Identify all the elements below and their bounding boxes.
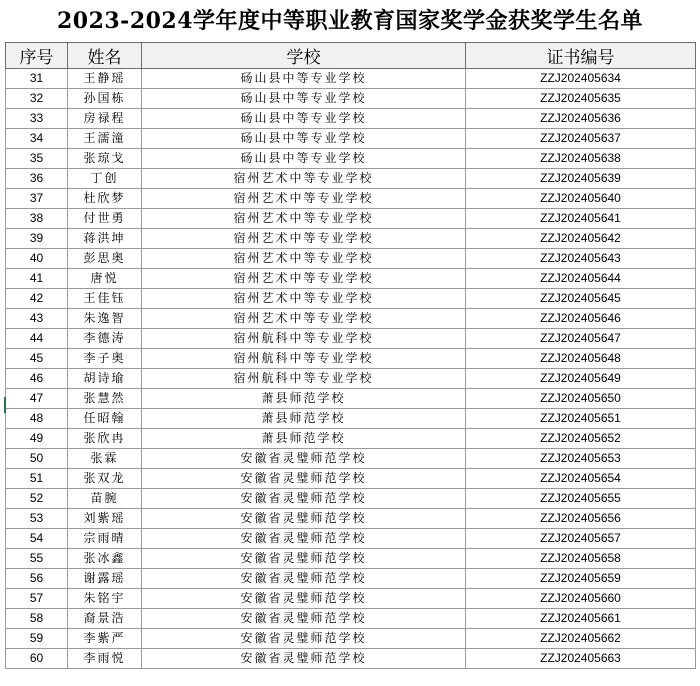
name-cell[interactable]: 张冰鑫 xyxy=(68,549,142,569)
header-certificate[interactable]: 证书编号 xyxy=(466,43,696,69)
school-cell[interactable]: 宿州航科中等专业学校 xyxy=(142,349,466,369)
name-cell[interactable]: 李德涛 xyxy=(68,329,142,349)
certificate-cell[interactable]: ZZJ202405663 xyxy=(466,649,696,669)
serial-cell[interactable]: 45 xyxy=(6,349,68,369)
table-row xyxy=(6,509,696,529)
serial-cell[interactable]: 44 xyxy=(6,329,68,349)
certificate-cell[interactable]: ZZJ202405643 xyxy=(466,249,696,269)
serial-cell[interactable]: 39 xyxy=(6,229,68,249)
certificate-cell[interactable]: ZZJ202405646 xyxy=(466,309,696,329)
school-cell[interactable]: 安徽省灵璧师范学校 xyxy=(142,449,466,469)
school-cell[interactable]: 宿州艺术中等专业学校 xyxy=(142,269,466,289)
serial-cell[interactable]: 31 xyxy=(6,69,68,89)
table-row xyxy=(6,469,696,489)
school-cell[interactable]: 砀山县中等专业学校 xyxy=(142,69,466,89)
school-cell[interactable]: 安徽省灵璧师范学校 xyxy=(142,529,466,549)
certificate-cell[interactable]: ZZJ202405651 xyxy=(466,409,696,429)
certificate-cell[interactable]: ZZJ202405654 xyxy=(466,469,696,489)
table-row xyxy=(6,449,696,469)
table-row xyxy=(6,329,696,349)
serial-cell[interactable]: 41 xyxy=(6,269,68,289)
certificate-cell[interactable]: ZZJ202405644 xyxy=(466,269,696,289)
name-cell[interactable]: 张欣冉 xyxy=(68,429,142,449)
serial-cell[interactable]: 50 xyxy=(6,449,68,469)
school-cell[interactable]: 安徽省灵璧师范学校 xyxy=(142,549,466,569)
serial-cell[interactable]: 58 xyxy=(6,609,68,629)
table-row xyxy=(6,69,696,89)
school-cell[interactable]: 萧县师范学校 xyxy=(142,409,466,429)
name-cell[interactable]: 张双龙 xyxy=(68,469,142,489)
table-row xyxy=(6,489,696,509)
header-name[interactable]: 姓名 xyxy=(68,43,142,69)
name-cell[interactable]: 唐悦 xyxy=(68,269,142,289)
serial-cell[interactable]: 33 xyxy=(6,109,68,129)
name-cell[interactable]: 孙国栋 xyxy=(68,89,142,109)
school-cell[interactable]: 安徽省灵璧师范学校 xyxy=(142,629,466,649)
school-cell[interactable]: 宿州艺术中等专业学校 xyxy=(142,189,466,209)
school-cell[interactable]: 宿州艺术中等专业学校 xyxy=(142,289,466,309)
school-cell[interactable]: 安徽省灵璧师范学校 xyxy=(142,609,466,629)
serial-cell[interactable]: 47 xyxy=(6,389,68,409)
name-cell[interactable]: 张慧然 xyxy=(68,389,142,409)
serial-cell[interactable]: 42 xyxy=(6,289,68,309)
name-cell[interactable]: 王佳钰 xyxy=(68,289,142,309)
serial-cell[interactable]: 38 xyxy=(6,209,68,229)
name-cell[interactable]: 杜欣梦 xyxy=(68,189,142,209)
certificate-cell[interactable]: ZZJ202405659 xyxy=(466,569,696,589)
school-cell[interactable]: 砀山县中等专业学校 xyxy=(142,109,466,129)
certificate-cell[interactable]: ZZJ202405661 xyxy=(466,609,696,629)
serial-cell[interactable]: 34 xyxy=(6,129,68,149)
header-serial[interactable]: 序号 xyxy=(6,43,68,69)
name-cell[interactable]: 李紫严 xyxy=(68,629,142,649)
school-cell[interactable]: 宿州艺术中等专业学校 xyxy=(142,169,466,189)
school-cell[interactable]: 安徽省灵璧师范学校 xyxy=(142,489,466,509)
table-row xyxy=(6,589,696,609)
name-cell[interactable]: 苗腕 xyxy=(68,489,142,509)
school-cell[interactable]: 砀山县中等专业学校 xyxy=(142,129,466,149)
name-cell[interactable]: 王濡潼 xyxy=(68,129,142,149)
certificate-cell[interactable]: ZZJ202405638 xyxy=(466,149,696,169)
certificate-cell[interactable]: ZZJ202405658 xyxy=(466,549,696,569)
certificate-cell[interactable]: ZZJ202405649 xyxy=(466,369,696,389)
certificate-cell[interactable]: ZZJ202405653 xyxy=(466,449,696,469)
serial-cell[interactable]: 49 xyxy=(6,429,68,449)
award-table xyxy=(5,42,696,669)
header-row xyxy=(6,43,696,69)
name-cell[interactable]: 任昭翰 xyxy=(68,409,142,429)
selection-marker xyxy=(4,397,6,413)
table-row xyxy=(6,149,696,169)
certificate-cell[interactable]: ZZJ202405636 xyxy=(466,109,696,129)
school-cell[interactable]: 宿州艺术中等专业学校 xyxy=(142,249,466,269)
name-cell[interactable]: 谢露瑶 xyxy=(68,569,142,589)
table-row xyxy=(6,369,696,389)
table-row xyxy=(6,409,696,429)
certificate-cell[interactable]: ZZJ202405635 xyxy=(466,89,696,109)
certificate-cell[interactable]: ZZJ202405650 xyxy=(466,389,696,409)
table-header xyxy=(6,43,696,69)
name-cell[interactable]: 裔景浩 xyxy=(68,609,142,629)
name-cell[interactable]: 付世勇 xyxy=(68,209,142,229)
serial-cell[interactable]: 52 xyxy=(6,489,68,509)
school-cell[interactable]: 安徽省灵璧师范学校 xyxy=(142,649,466,669)
table-row xyxy=(6,649,696,669)
serial-cell[interactable]: 57 xyxy=(6,589,68,609)
serial-cell[interactable]: 51 xyxy=(6,469,68,489)
certificate-cell[interactable]: ZZJ202405645 xyxy=(466,289,696,309)
table-row xyxy=(6,569,696,589)
school-cell[interactable]: 砀山县中等专业学校 xyxy=(142,149,466,169)
table-row xyxy=(6,349,696,369)
table-row xyxy=(6,129,696,149)
certificate-cell[interactable]: ZZJ202405657 xyxy=(466,529,696,549)
serial-cell[interactable]: 55 xyxy=(6,549,68,569)
school-cell[interactable]: 宿州艺术中等专业学校 xyxy=(142,229,466,249)
table-row xyxy=(6,389,696,409)
school-cell[interactable]: 萧县师范学校 xyxy=(142,429,466,449)
name-cell[interactable]: 朱逸智 xyxy=(68,309,142,329)
certificate-cell[interactable]: ZZJ202405634 xyxy=(466,69,696,89)
header-school[interactable]: 学校 xyxy=(142,43,466,69)
certificate-cell[interactable]: ZZJ202405642 xyxy=(466,229,696,249)
serial-cell[interactable]: 35 xyxy=(6,149,68,169)
name-cell[interactable]: 宗雨晴 xyxy=(68,529,142,549)
school-cell[interactable]: 砀山县中等专业学校 xyxy=(142,89,466,109)
table-row xyxy=(6,269,696,289)
table-row xyxy=(6,209,696,229)
serial-cell[interactable]: 53 xyxy=(6,509,68,529)
school-cell[interactable]: 安徽省灵璧师范学校 xyxy=(142,469,466,489)
certificate-cell[interactable]: ZZJ202405648 xyxy=(466,349,696,369)
name-cell[interactable]: 张霖 xyxy=(68,449,142,469)
serial-cell[interactable]: 60 xyxy=(6,649,68,669)
table-row xyxy=(6,609,696,629)
table-row xyxy=(6,429,696,449)
school-cell[interactable]: 安徽省灵璧师范学校 xyxy=(142,589,466,609)
name-cell[interactable]: 丁创 xyxy=(68,169,142,189)
serial-cell[interactable]: 59 xyxy=(6,629,68,649)
certificate-cell[interactable]: ZZJ202405662 xyxy=(466,629,696,649)
name-cell[interactable]: 刘紫瑶 xyxy=(68,509,142,529)
serial-cell[interactable]: 32 xyxy=(6,89,68,109)
name-cell[interactable]: 彭思奥 xyxy=(68,249,142,269)
name-cell[interactable]: 房禄程 xyxy=(68,109,142,129)
school-cell[interactable]: 安徽省灵璧师范学校 xyxy=(142,509,466,529)
serial-cell[interactable]: 37 xyxy=(6,189,68,209)
table-row xyxy=(6,529,696,549)
table-row xyxy=(6,289,696,309)
serial-cell[interactable]: 43 xyxy=(6,309,68,329)
table-row xyxy=(6,229,696,249)
page-title: 2023-2024学年度中等职业教育国家奖学金获奖学生名单 xyxy=(56,8,644,34)
certificate-cell[interactable]: ZZJ202405641 xyxy=(466,209,696,229)
school-cell[interactable]: 宿州航科中等专业学校 xyxy=(142,369,466,389)
name-cell[interactable]: 朱铭宇 xyxy=(68,589,142,609)
table-row xyxy=(6,89,696,109)
table-row xyxy=(6,309,696,329)
name-cell[interactable]: 李雨悦 xyxy=(68,649,142,669)
name-cell[interactable]: 张琼戈 xyxy=(68,149,142,169)
table-row xyxy=(6,249,696,269)
serial-cell[interactable]: 40 xyxy=(6,249,68,269)
certificate-cell[interactable]: ZZJ202405640 xyxy=(466,189,696,209)
name-cell[interactable]: 李子奥 xyxy=(68,349,142,369)
table-row xyxy=(6,169,696,189)
table-row xyxy=(6,549,696,569)
serial-cell[interactable]: 48 xyxy=(6,409,68,429)
school-cell[interactable]: 宿州艺术中等专业学校 xyxy=(142,309,466,329)
table-row xyxy=(6,189,696,209)
serial-cell[interactable]: 36 xyxy=(6,169,68,189)
certificate-cell[interactable]: ZZJ202405637 xyxy=(466,129,696,149)
name-cell[interactable]: 蒋洪坤 xyxy=(68,229,142,249)
serial-cell[interactable]: 56 xyxy=(6,569,68,589)
school-cell[interactable]: 安徽省灵璧师范学校 xyxy=(142,569,466,589)
serial-cell[interactable]: 46 xyxy=(6,369,68,389)
serial-cell[interactable]: 54 xyxy=(6,529,68,549)
school-cell[interactable]: 宿州艺术中等专业学校 xyxy=(142,209,466,229)
certificate-cell[interactable]: ZZJ202405656 xyxy=(466,509,696,529)
table-row xyxy=(6,109,696,129)
table-body xyxy=(6,69,696,669)
school-cell[interactable]: 萧县师范学校 xyxy=(142,389,466,409)
certificate-cell[interactable]: ZZJ202405655 xyxy=(466,489,696,509)
school-cell[interactable]: 宿州航科中等专业学校 xyxy=(142,329,466,349)
name-cell[interactable]: 胡诗瑜 xyxy=(68,369,142,389)
certificate-cell[interactable]: ZZJ202405647 xyxy=(466,329,696,349)
certificate-cell[interactable]: ZZJ202405652 xyxy=(466,429,696,449)
table-row xyxy=(6,629,696,649)
certificate-cell[interactable]: ZZJ202405639 xyxy=(466,169,696,189)
name-cell[interactable]: 王静瑶 xyxy=(68,69,142,89)
certificate-cell[interactable]: ZZJ202405660 xyxy=(466,589,696,609)
